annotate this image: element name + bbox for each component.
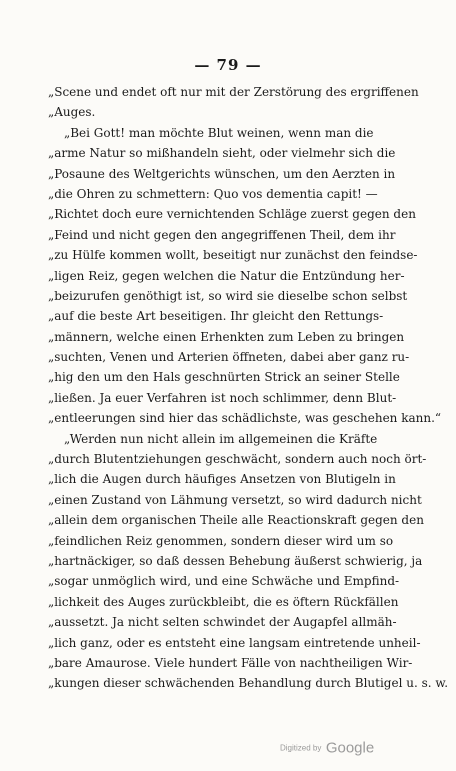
text-line: „entleerungen sind hier das schädlichste, was geschehen kann.“ (48, 411, 442, 426)
text-line: „zu Hülfe kommen wollt, beseitigt nur zunächst den feindse- (48, 248, 418, 263)
text-line: „Richtet doch eure vernichtenden Schläge zuerst gegen den (48, 207, 416, 222)
text-line: „beizurufen genöthigt ist, so wird sie dieselbe schon selbst (48, 288, 408, 303)
text-line: „lichkeit des Auges zurückbleibt, die es öftern Rückfällen (48, 594, 399, 609)
body-text (48, 82, 449, 694)
text-line: „Bei Gott! man möchte Blut weinen, wenn man die (64, 125, 374, 140)
text-line: „ließen. Ja euer Verfahren ist noch schlimmer, denn Blut- (48, 390, 397, 405)
text-line: „Scene und endet oft nur mit der Zerstörung des ergriffenen (48, 85, 419, 99)
text-line: „Auges. (48, 105, 96, 120)
text-line: „allein dem organischen Theile alle Reactionskraft gegen den (48, 513, 424, 528)
text-line: „bare Amaurose. Viele hundert Fälle von nachtheiligen Wir- (48, 655, 413, 670)
text-line: „einen Zustand von Lähmung versetzt, so wird dadurch nicht (48, 492, 422, 507)
text-line: „auf die beste Art beseitigen. Ihr gleicht den Rettungs- (48, 309, 384, 324)
text-line: „lich die Augen durch häufiges Ansetzen von Blutigeln in (48, 472, 396, 487)
text-line: „die Ohren zu schmettern: Quo vos dementia capit! — (48, 186, 378, 201)
text-line: „lich ganz, oder es entsteht eine langsam eintretende unheil- (48, 635, 421, 650)
digitized-label: Digitized by (280, 743, 322, 753)
text-line: „Feind und nicht gegen den angegriffenen Theil, dem ihr (48, 227, 396, 242)
text-line: „hig den um den Hals geschnürten Strick an seiner Stelle (48, 370, 400, 385)
text-line: „sogar unmöglich wird, und eine Schwäche und Empfind- (48, 574, 400, 589)
text-line: „Werden nun nicht allein im allgemeinen die Kräfte (64, 431, 378, 446)
google-logo: Google (325, 739, 375, 757)
text-line: „durch Blutentziehungen geschwächt, sondern auch noch ört- (48, 452, 427, 467)
text-line: „ligen Reiz, gegen welchen die Natur die Entzündung her- (48, 268, 405, 283)
text-line: „suchten, Venen und Arterien öffneten, dabei aber ganz ru- (48, 350, 410, 365)
text-line: „Posaune des Weltgerichts wünschen, um den Aerzten in (48, 166, 396, 181)
text-line: „aussetzt. Ja nicht selten schwindet der Augapfel allmäh- (48, 615, 397, 630)
text-line: „arme Natur so mißhandeln sieht, oder vielmehr sich die (48, 146, 396, 161)
page-number-header: — 79 — (194, 56, 262, 74)
text-line: „hartnäckiger, so daß dessen Behebung äußerst schwierig, ja (48, 553, 423, 568)
digitized-by-google-watermark (280, 739, 374, 757)
text-line: „kungen dieser schwächenden Behandlung durch Blutigel u. s. w. (48, 676, 449, 691)
text-line: „männern, welche einen Erhenkten zum Leben zu bringen (48, 329, 405, 344)
text-line: „feindlichen Reiz genommen, sondern dieser wird um so (48, 533, 394, 548)
